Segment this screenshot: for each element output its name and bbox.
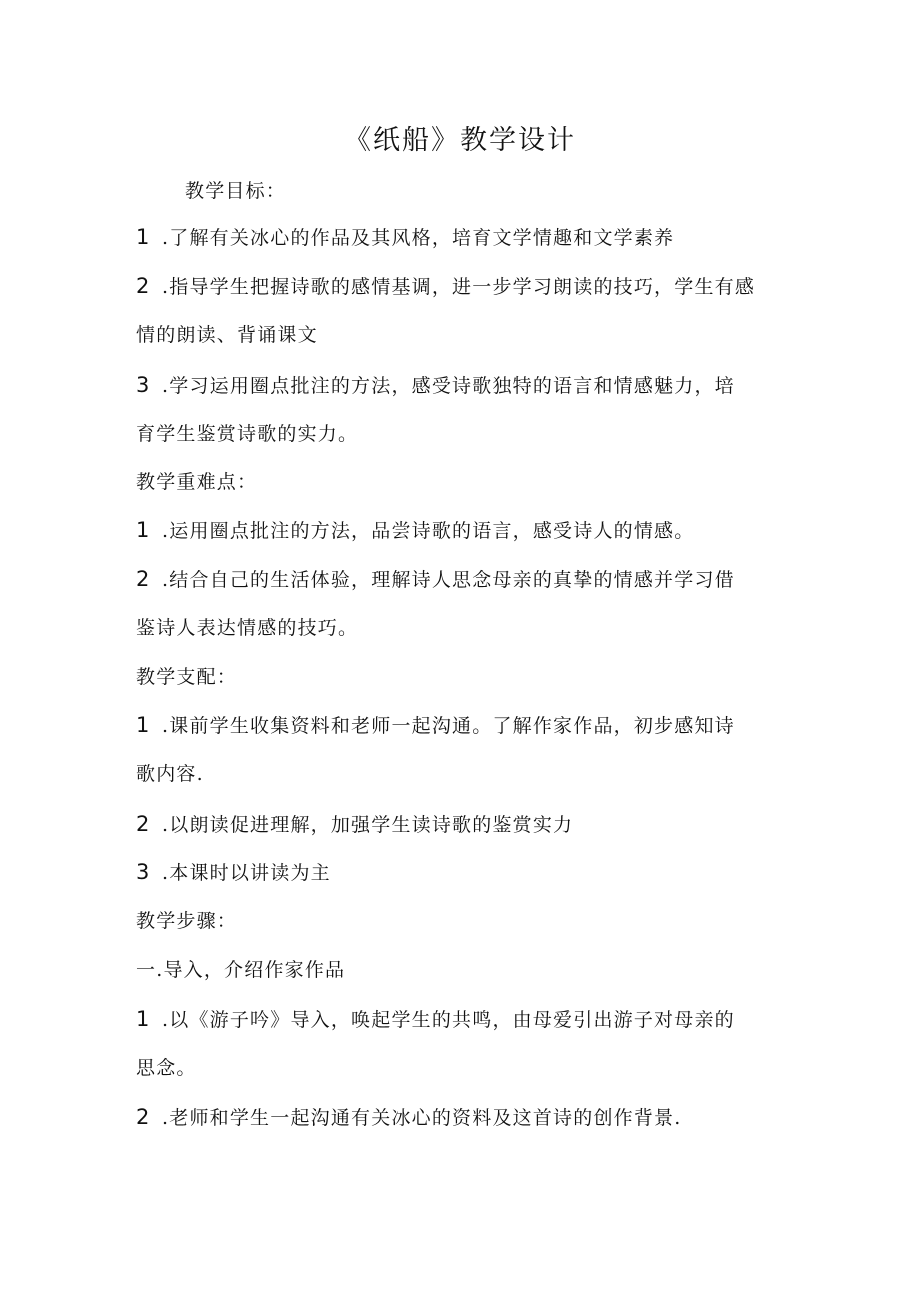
item-text: .结合自己的生活体验，理解诗人思念母亲的真挚的情感并学习借 — [162, 569, 735, 591]
keypoint-1 — [136, 517, 786, 544]
item-text: .指导学生把握诗歌的感情基调，进一步学习朗读的技巧，学生有感 — [162, 276, 756, 298]
steps-heading: 教学步骤： — [136, 910, 238, 932]
document-title: 《纸船》教学设计 — [344, 125, 576, 156]
item-number: 1 — [136, 713, 151, 737]
arrangement-1 — [136, 712, 786, 739]
arrangement-heading: 教学支配： — [136, 666, 238, 688]
item-text: .了解有关冰心的作品及其风格，培育文学情趣和文学素养 — [162, 227, 675, 249]
arrangement-2 — [136, 811, 786, 838]
keypoints-heading: 教学重难点： — [136, 471, 258, 493]
item-number: 2 — [136, 812, 151, 836]
keypoint-2-continued: 鉴诗人表达情感的技巧。 — [136, 617, 359, 639]
item-number: 3 — [136, 860, 151, 884]
objective-2-continued: 情的朗读、背诵课文 — [136, 324, 318, 346]
item-text: .运用圈点批注的方法，品尝诗歌的语言，感受诗人的情感。 — [162, 520, 695, 542]
item-text: .课前学生收集资料和老师一起沟通。了解作家作品，初步感知诗 — [162, 715, 735, 737]
item-text: .以朗读促进理解，加强学生读诗歌的鉴赏实力 — [162, 814, 574, 836]
item-number: 1 — [136, 518, 151, 542]
item-number: 1 — [136, 1007, 151, 1031]
item-number: 3 — [136, 373, 151, 397]
objective-2 — [136, 273, 786, 300]
arrangement-1-continued: 歌内容. — [136, 763, 204, 785]
objective-3 — [136, 372, 786, 399]
item-text: .本课时以讲读为主 — [162, 862, 331, 884]
step-1-continued: 思念。 — [136, 1057, 197, 1079]
objective-3-continued: 育学生鉴赏诗歌的实力。 — [136, 423, 359, 445]
objectives-heading: 教学目标： — [185, 180, 287, 202]
item-number: 2 — [136, 274, 151, 298]
item-number: 2 — [136, 567, 151, 591]
keypoint-2 — [136, 566, 786, 593]
objective-1 — [136, 224, 786, 251]
arrangement-3 — [136, 859, 786, 886]
section-1-heading: 一.导入，介绍作家作品 — [136, 959, 346, 981]
item-number: 1 — [136, 225, 151, 249]
step-1 — [136, 1006, 786, 1033]
item-text: .学习运用圈点批注的方法，感受诗歌独特的语言和情感魅力，培 — [162, 375, 735, 397]
item-text: .以《游子吟》导入，唤起学生的共鸣，由母爱引出游子对母亲的 — [162, 1009, 735, 1031]
item-text: .老师和学生一起沟通有关冰心的资料及这首诗的创作背景. — [162, 1107, 682, 1129]
item-number: 2 — [136, 1105, 151, 1129]
step-2 — [136, 1104, 786, 1131]
